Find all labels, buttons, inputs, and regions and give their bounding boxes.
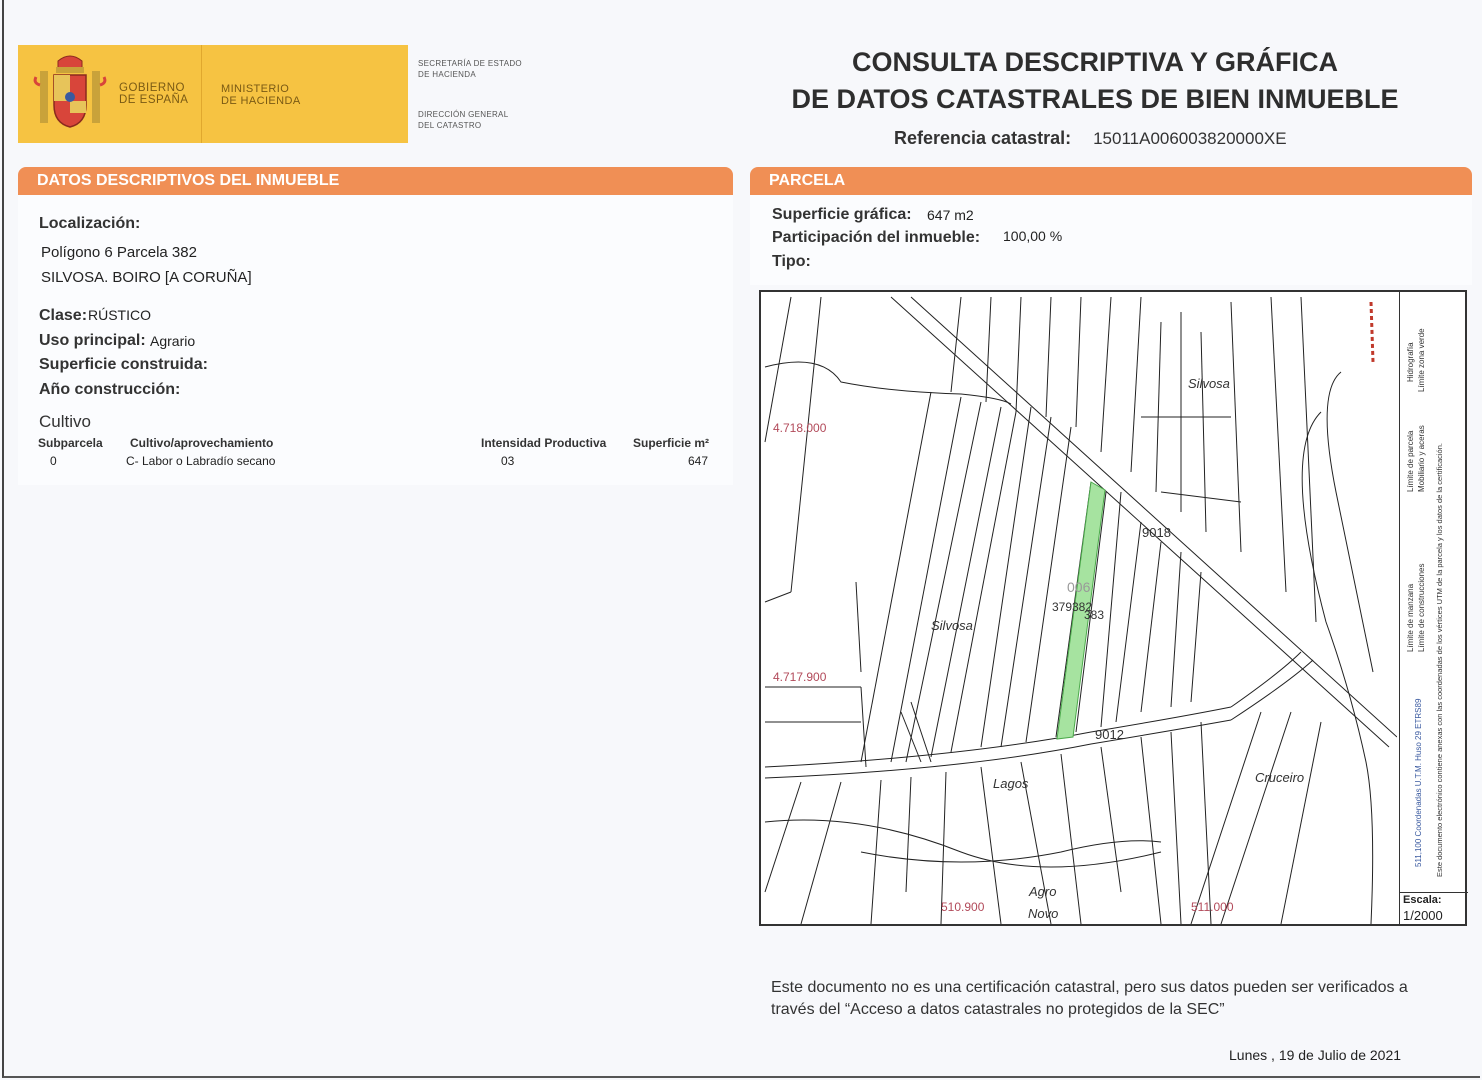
legend-utm-note: 511,100 Coordenadas U.T.M. Huso 29 ETRS89 <box>1414 698 1423 867</box>
localizacion-line2: SILVOSA. BOIRO [A CORUÑA] <box>41 269 252 286</box>
cultivo-header-cultivo: Cultivo/aprovechamiento <box>130 436 274 450</box>
coord-label-north1: 4.718.000 <box>773 421 827 435</box>
superficie-construida-label: Superficie construida: <box>39 356 208 373</box>
legend-item-construcciones: Límite de construcciones <box>1417 563 1426 652</box>
participacion-label: Participación del inmueble: <box>772 229 981 246</box>
road-label-9018: 9018 <box>1142 525 1171 540</box>
legend-item-hidrografia: Hidrografía <box>1406 342 1415 382</box>
direccion-text <box>418 109 508 131</box>
place-label-silvosa-north: Silvosa <box>1188 376 1230 391</box>
coord-label-east1: 510.900 <box>941 900 985 914</box>
referencia-catastral <box>894 128 1287 149</box>
ref-value: 15011A006003820000XE <box>1093 129 1287 148</box>
map-legend <box>1399 292 1468 924</box>
ministry-line1: MINISTERIO <box>221 83 290 95</box>
coord-label-north2: 4.717.900 <box>773 670 827 684</box>
coord-label-east2: 511.000 <box>1191 900 1234 914</box>
ministry-line2: DE HACIENDA <box>221 95 301 107</box>
place-label-cruceiro: Cruceiro <box>1255 770 1305 785</box>
coat-of-arms-icon <box>32 53 108 135</box>
document-title <box>760 44 1430 118</box>
cultivo-header-subparcela: Subparcela <box>38 436 103 450</box>
ref-label: Referencia catastral: <box>894 128 1072 148</box>
direccion-line1: DIRECCIÓN GENERAL <box>418 110 509 119</box>
gov-line2: DE ESPAÑA <box>119 94 189 106</box>
cultivo-header-intensidad: Intensidad Productiva <box>481 436 607 450</box>
cultivo-cell-superficie: 647 <box>688 454 709 468</box>
participacion-value: 100,00 % <box>1003 228 1063 244</box>
localizacion-line1: Polígono 6 Parcela 382 <box>41 244 197 261</box>
legend-item-mobiliario: Mobiliario y aceras <box>1417 425 1426 492</box>
secretaria-line1: SECRETARÍA DE ESTADO <box>418 59 522 68</box>
cadastral-map <box>759 290 1467 926</box>
descriptivos-section-header: DATOS DESCRIPTIVOS DEL INMUEBLE <box>18 167 733 195</box>
polygon-label-006: 006 <box>1067 579 1091 595</box>
title-line1: CONSULTA DESCRIPTIVA Y GRÁFICA <box>851 47 1339 77</box>
cultivo-cell-intensidad: 03 <box>501 454 515 468</box>
map-scale <box>1399 892 1468 925</box>
gov-line1: GOBIERNO <box>119 82 185 94</box>
legend-item-zona-verde: Límite zona verde <box>1417 328 1426 392</box>
clase-label: Clase: <box>39 307 88 324</box>
parcela-section-header: PARCELA <box>750 167 1472 195</box>
ministry-text <box>221 83 301 107</box>
scale-value: 1/2000 <box>1403 908 1443 923</box>
gov-header-logo <box>18 45 408 143</box>
clase-value: RÚSTICO <box>88 307 151 323</box>
scale-label: Escala: <box>1403 894 1442 906</box>
place-label-agro: Agro <box>1029 884 1057 899</box>
uso-label: Uso principal: <box>39 332 146 349</box>
legend-item-parcela: Límite de parcela <box>1406 430 1415 492</box>
gov-text <box>119 82 188 106</box>
place-label-silvosa: Silvosa <box>931 618 973 633</box>
place-label-novo: Novo <box>1028 906 1059 921</box>
cultivo-header-superficie: Superficie m² <box>633 436 710 450</box>
localizacion-label: Localización: <box>39 215 141 232</box>
place-label-lagos: Lagos <box>993 776 1029 791</box>
cultivo-cell-subparcela: 0 <box>50 454 57 468</box>
legend-electronic-note: Este documento electrónico contiene anexas con las coordenadas de los vértices UTM de la parcela y los datos de la certificación. <box>1435 443 1444 877</box>
legend-item-manzana: Límite de manzana <box>1406 583 1415 652</box>
footer-note: Este documento no es una certificación catastral, pero sus datos pueden ser verificados a través del “Acceso a datos catastrales no protegidos de la SEC” <box>771 979 1408 1018</box>
cultivo-cell-cultivo: C- Labor o Labradío secano <box>126 454 276 468</box>
secretaria-line2: DE HACIENDA <box>418 70 476 79</box>
superficie-grafica-label: Superficie gráfica: <box>772 206 912 223</box>
cultivo-title: Cultivo <box>39 412 91 431</box>
secretaria-text <box>418 58 522 80</box>
parcel-label-383: 383 <box>1084 608 1105 622</box>
direccion-line2: DEL CATASTRO <box>418 121 482 130</box>
road-label-9012: 9012 <box>1095 727 1124 742</box>
title-line2: DE DATOS CATASTRALES DE BIEN INMUEBLE <box>791 84 1399 114</box>
superficie-grafica-value: 647 m2 <box>927 207 974 223</box>
uso-value: Agrario <box>150 333 196 349</box>
tipo-label: Tipo: <box>772 253 811 270</box>
anio-construccion-label: Año construcción: <box>39 381 181 398</box>
parcel-label-379: 379 <box>1052 600 1073 614</box>
header-divider <box>201 45 202 143</box>
parcel-label-382: 382 <box>1072 600 1093 614</box>
footer-date: Lunes , 19 de Julio de 2021 <box>1229 1047 1402 1063</box>
